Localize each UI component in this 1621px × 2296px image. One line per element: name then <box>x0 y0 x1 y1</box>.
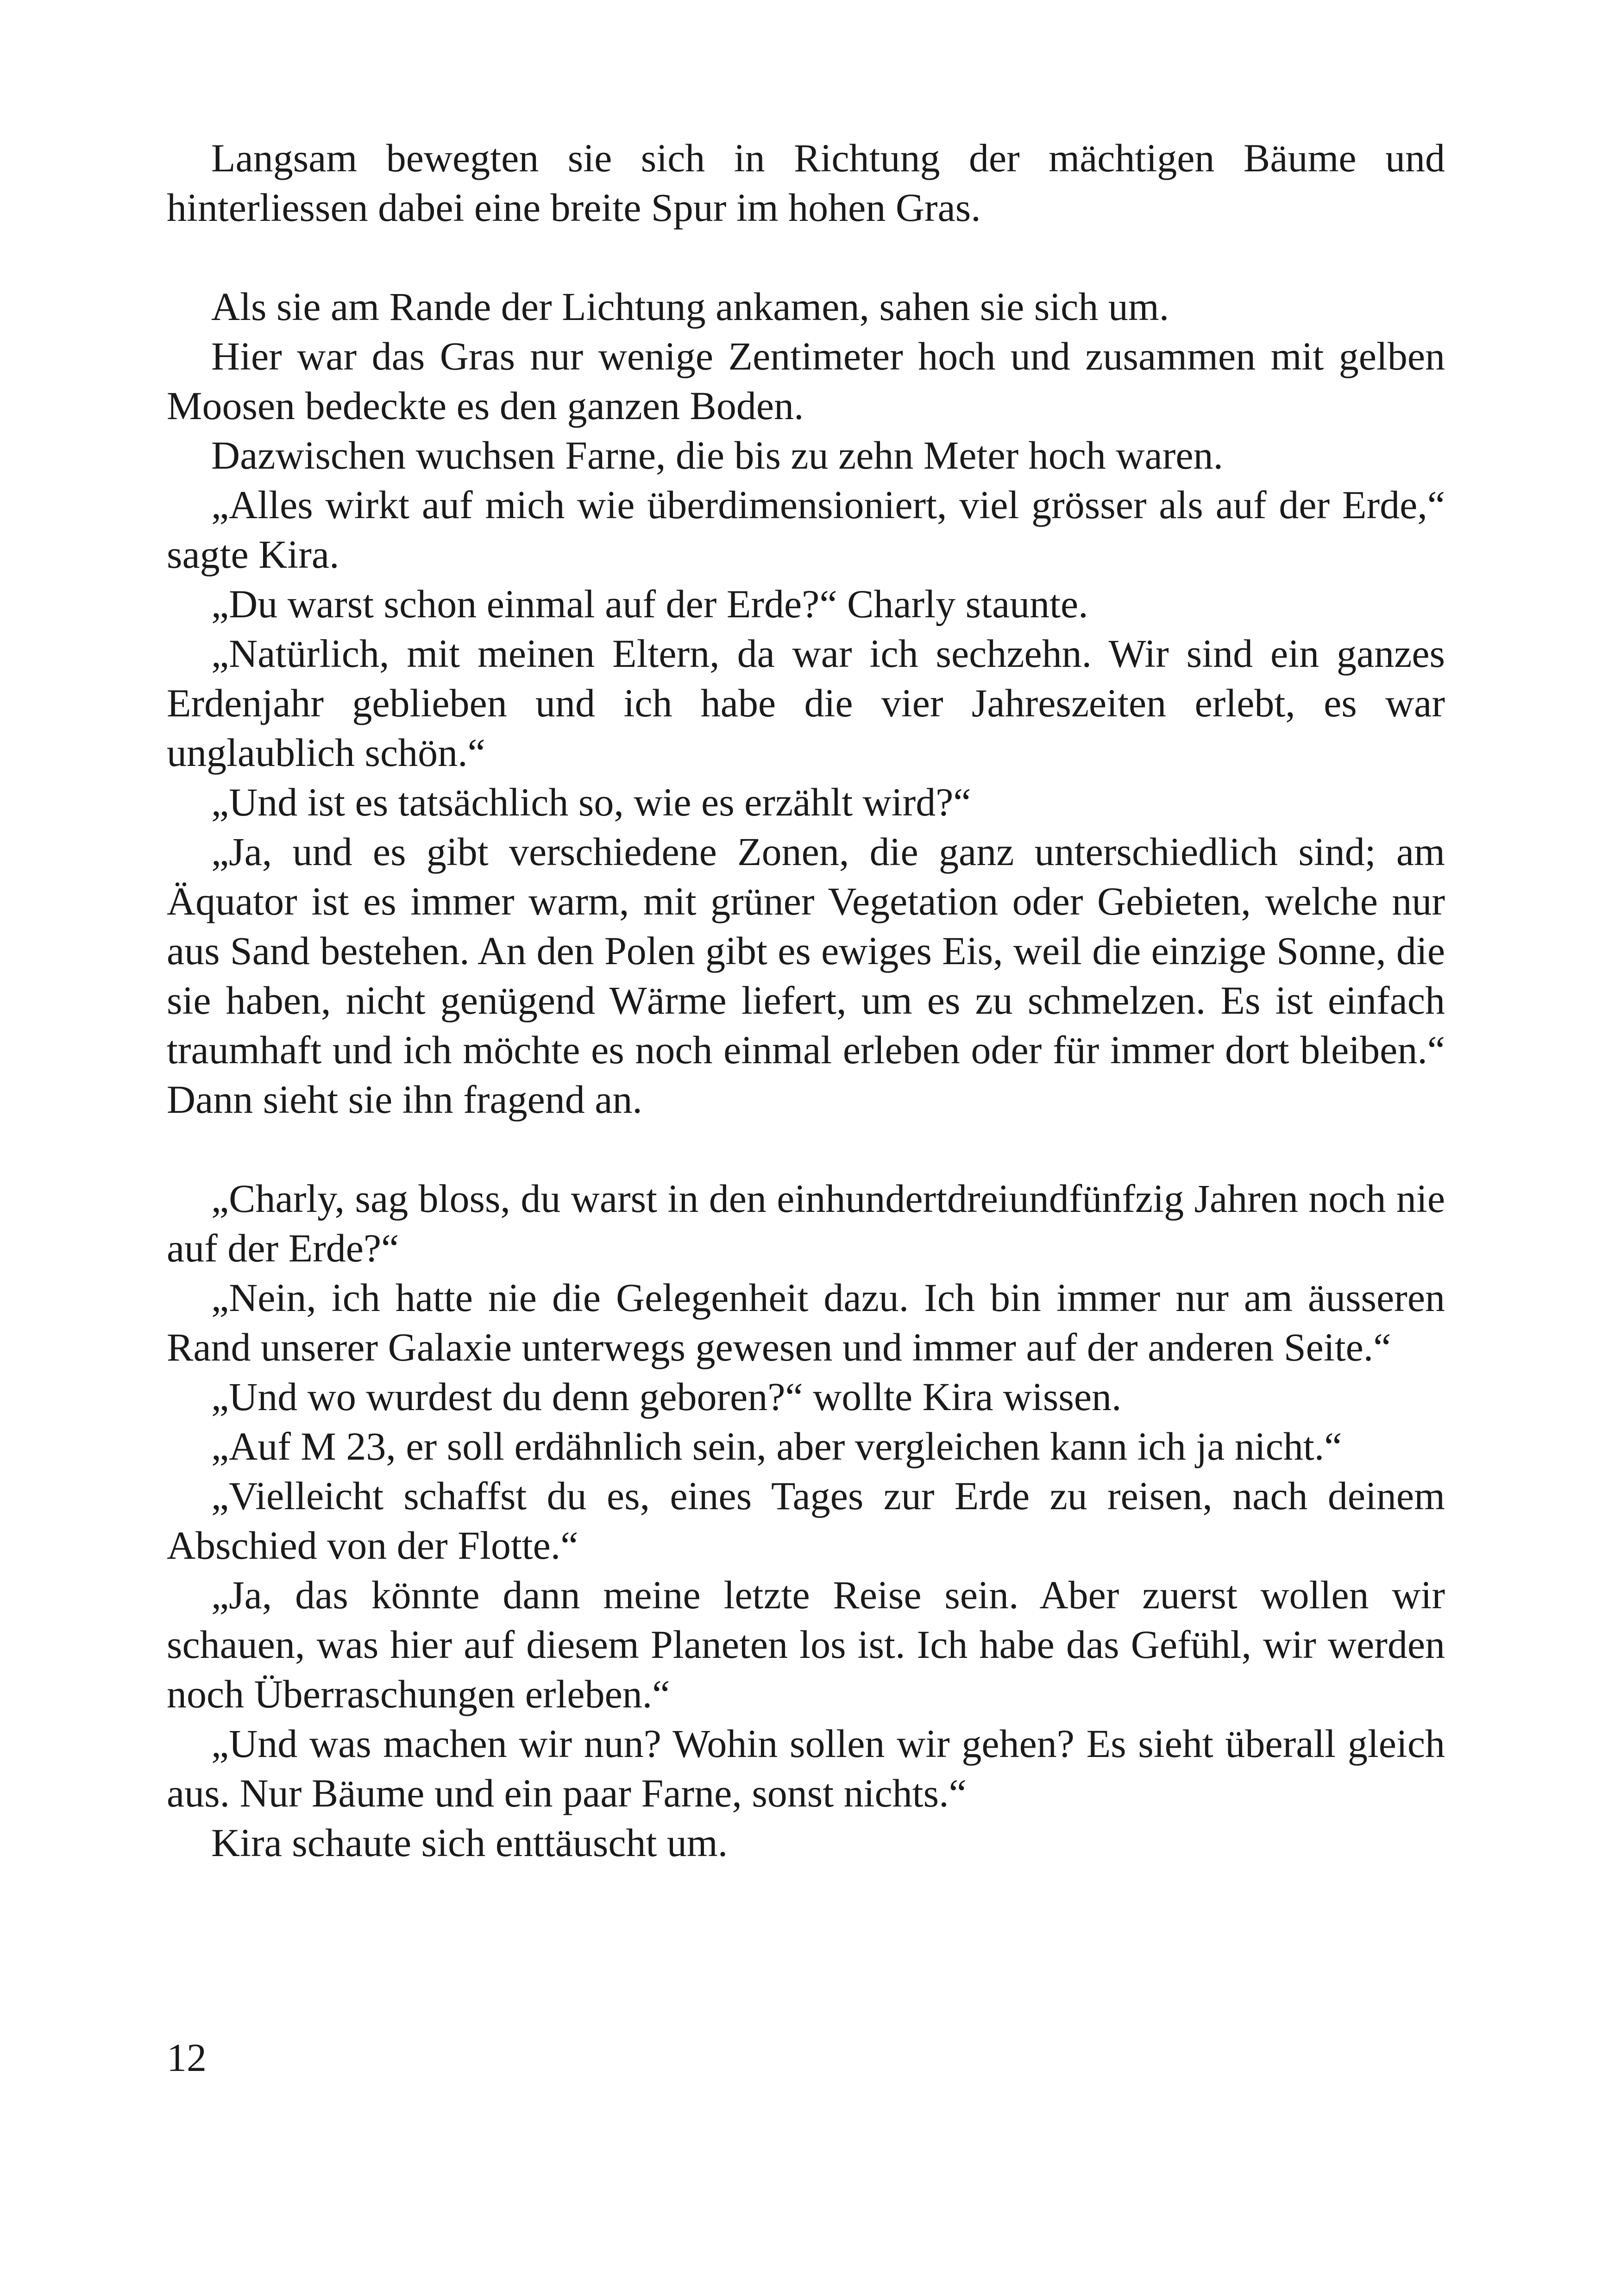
paragraph: „Ja, das könnte dann meine letzte Reise sein. Aber zuerst wollen wir schauen, was hier auf diesem Planeten los ist. Ich habe das Gefühl, wir werden noch Überraschungen erleben.“ <box>167 1573 1445 1716</box>
paragraph: Hier war das Gras nur wenige Zentimeter hoch und zusammen mit gelben Moosen bedeckte es den ganzen Boden. <box>167 334 1445 428</box>
paragraph: „Und ist es tatsächlich so, wie es erzählt wird?“ <box>211 780 971 824</box>
paragraph: „Vielleicht schaffst du es, eines Tages zur Erde zu reisen, nach deinem Abschied von der Flotte.“ <box>167 1474 1445 1568</box>
body-text <box>167 133 1445 1868</box>
section-break <box>167 1124 1445 1174</box>
paragraph: Kira schaute sich enttäuscht um. <box>211 1820 728 1865</box>
paragraph: „Du warst schon einmal auf der Erde?“ Charly staunte. <box>211 582 1088 626</box>
paragraph: Langsam bewegten sie sich in Richtung der mächtigen Bäume und hinterliessen dabei eine breite Spur im hohen Gras. <box>167 136 1445 230</box>
paragraph: „Ja, und es gibt verschiedene Zonen, die ganz unterschiedlich sind; am Äquator ist es immer warm, mit grüner Vegetation oder Gebieten, welche nur aus Sand bestehen. An den Polen gibt es ewiges Eis, weil die einzige Sonne, die sie haben, nicht genügend Wärme liefert, um es zu schmelzen. Es ist einfach traumhaft und ich möchte es noch einmal erleben oder für immer dort bleiben.“ Dann sieht sie ihn fragend an. <box>167 829 1445 1122</box>
paragraph: „Und wo wurdest du denn geboren?“ wollte Kira wissen. <box>211 1374 1122 1419</box>
paragraph: „Charly, sag bloss, du warst in den einhundertdreiundfünfzig Jahren noch nie auf der Erde?“ <box>167 1176 1445 1270</box>
page-number: 12 <box>167 2035 207 2080</box>
paragraph: Als sie am Rande der Lichtung ankamen, sahen sie sich um. <box>211 284 1169 329</box>
section-break <box>167 232 1445 282</box>
paragraph: „Nein, ich hatte nie die Gelegenheit dazu. Ich bin immer nur am äusseren Rand unserer Galaxie unterwegs gewesen und immer auf der anderen Seite.“ <box>167 1275 1445 1369</box>
paragraph: Dazwischen wuchsen Farne, die bis zu zehn Meter hoch waren. <box>211 433 1224 477</box>
paragraph: „Und was machen wir nun? Wohin sollen wir gehen? Es sieht überall gleich aus. Nur Bäume und ein paar Farne, sonst nichts.“ <box>167 1721 1445 1815</box>
paragraph: „Alles wirkt auf mich wie überdimensioniert, viel grösser als auf der Erde,“ sagte Kira. <box>167 483 1445 577</box>
paragraph: „Natürlich, mit meinen Eltern, da war ich sechzehn. Wir sind ein ganzes Erdenjahr geblieben und ich habe die vier Jahreszeiten erlebt, es war unglaublich schön.“ <box>167 631 1445 775</box>
paragraph: „Auf M 23, er soll erdähnlich sein, aber vergleichen kann ich ja nicht.“ <box>211 1424 1342 1468</box>
